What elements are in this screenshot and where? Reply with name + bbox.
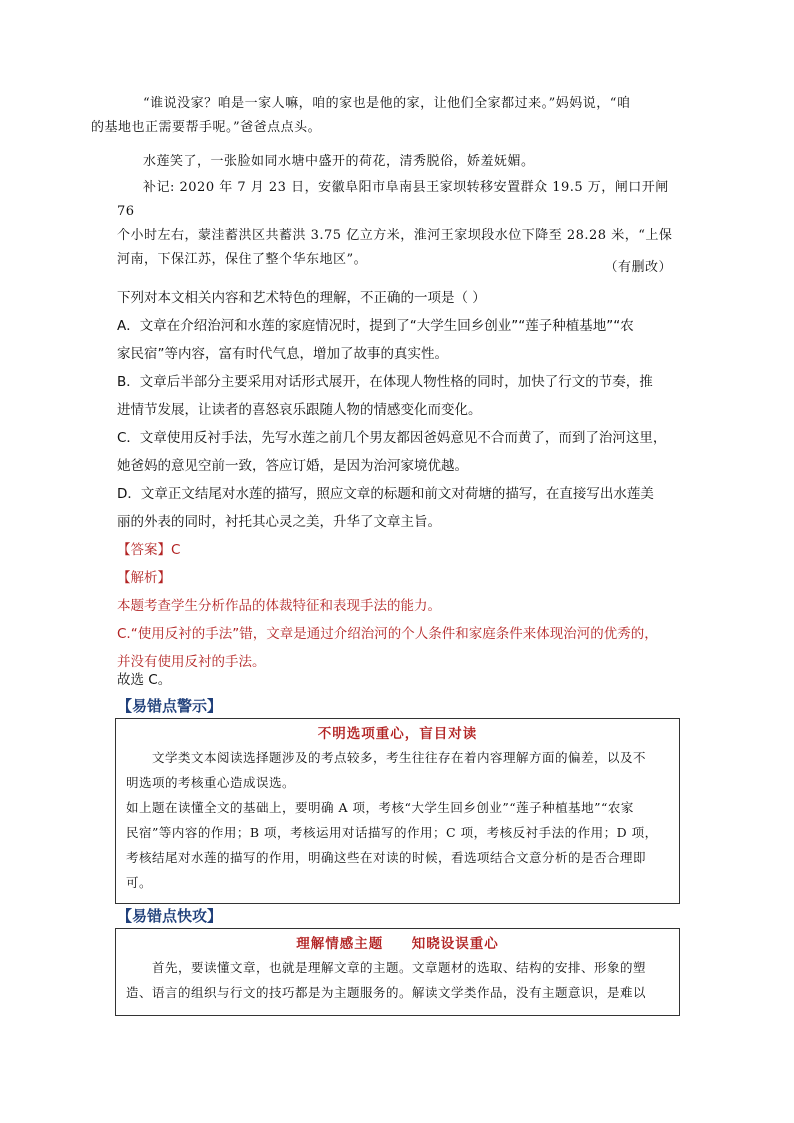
source-note: （有删改）	[604, 260, 672, 275]
analysis-label: 【解析】	[117, 570, 171, 586]
analysis-line-1: 本题考查学生分析作品的体裁特征和表现手法的能力。	[117, 598, 441, 614]
story-p3-line1: 补记: 2020 年 7 月 23 日，安徽阜阳市阜南县王家坝转移安置群众 19.5 万，闸口开闸 76	[117, 180, 669, 219]
analysis-line-3: 并没有使用反衬的手法。	[117, 654, 266, 670]
quick-heading: 【易错点快攻】	[117, 907, 223, 925]
story-p3-line2: 个小时左右，蒙洼蓄洪区共蓄洪 3.75 亿立方米，淮河王家坝段水位下降至 28.28 米，“上保	[117, 228, 673, 243]
option-d-line2: 丽的外表的同时，衬托其心灵之美，升华了文章主旨。	[117, 514, 441, 530]
analysis-conclusion: 故选 C。	[117, 672, 172, 688]
warning-box-title: 不明选项重心，盲目对读	[317, 726, 478, 742]
option-c-line1: C．文章使用反衬手法，先写水莲之前几个男友都因爸妈意见不合而黄了，而到了治河这里，	[117, 430, 667, 446]
warning-box	[115, 718, 680, 904]
option-a-line1: A．文章在介绍治河和水莲的家庭情况时，提到了“大学生回乡创业”“莲子种植基地”“农	[117, 318, 634, 334]
story-p3-line3: 河南，下保江苏，保住了整个华东地区”。	[117, 252, 368, 267]
option-a	[117, 312, 677, 368]
quick-box	[115, 928, 680, 1016]
story-p1-line2: 的基地也正需要帮手呢。”爸爸点点头。	[91, 120, 322, 135]
quick-p1-line2: 造、语言的组织与行文的技巧都是为主题服务的。解读文学类作品，没有主题意识，是难以	[126, 985, 647, 1000]
warning-paragraph-2	[126, 795, 669, 895]
option-b-line1: B．文章后半部分主要采用对话形式展开，在体现人物性格的同时，加快了行文的节奏，推	[117, 374, 653, 390]
story-paragraph-2: 水莲笑了，一张脸如同水塘中盛开的荷花，清秀脱俗，娇羞妩媚。	[143, 154, 535, 169]
warning-paragraph-1	[126, 745, 669, 795]
option-a-line2: 家民宿”等内容，富有时代气息，增加了故事的真实性。	[117, 346, 448, 362]
option-b-line2: 进情节发展，让读者的喜怒哀乐跟随人物的情感变化而变化。	[117, 402, 482, 418]
warning-p1-line2: 明选项的考核重心造成误选。	[126, 775, 296, 790]
warning-p2-line3: 考核结尾对水莲的描写的作用，明确这些在对读的时候，看选项结合文意分析的是否合理即	[126, 850, 647, 865]
option-d-line1: D．文章正文结尾对水莲的描写，照应文章的标题和前文对荷塘的描写，在直接写出水莲美	[117, 486, 654, 502]
question-stem: 下列对本文相关内容和艺术特色的理解，不正确的一项是（ ）	[117, 290, 486, 306]
warning-p2-line2: 民宿”等内容的作用；B 项，考核运用对话描写的作用；C 项，考核反衬手法的作用；D 项，	[126, 825, 658, 840]
answer-label: 【答案】C	[117, 542, 181, 558]
quick-box-title: 理解情感主题 知晓设误重心	[296, 936, 499, 952]
option-c	[117, 424, 677, 480]
story-p1-line1: “谁说没家？咱是一家人嘛，咱的家也是他的家，让他们全家都过来。”妈妈说，“咱	[143, 96, 631, 111]
quick-p1-line1: 首先，要读懂文章，也就是理解文章的主题。文章题材的选取、结构的安排、形象的塑	[152, 960, 647, 975]
warning-heading: 【易错点警示】	[117, 697, 223, 715]
option-c-line2: 她爸妈的意见空前一致，答应订婚，是因为治河家境优越。	[117, 458, 468, 474]
quick-paragraph-1	[126, 955, 669, 1005]
option-b	[117, 368, 677, 424]
option-d	[117, 480, 677, 536]
warning-p1-line1: 文学类文本阅读选择题涉及的考点较多，考生往往存在着内容理解方面的偏差，以及不	[152, 750, 647, 765]
warning-p2-line4: 可。	[126, 875, 153, 890]
story-paragraph-1	[91, 92, 677, 140]
warning-p2-line1: 如上题在读懂全文的基础上，要明确 A 项，考核“大学生回乡创业”“莲子种植基地”“农家	[126, 800, 634, 815]
analysis-line-2: C.“使用反衬的手法”错，文章是通过介绍治河的个人条件和家庭条件来体现治河的优秀的，	[117, 626, 658, 642]
